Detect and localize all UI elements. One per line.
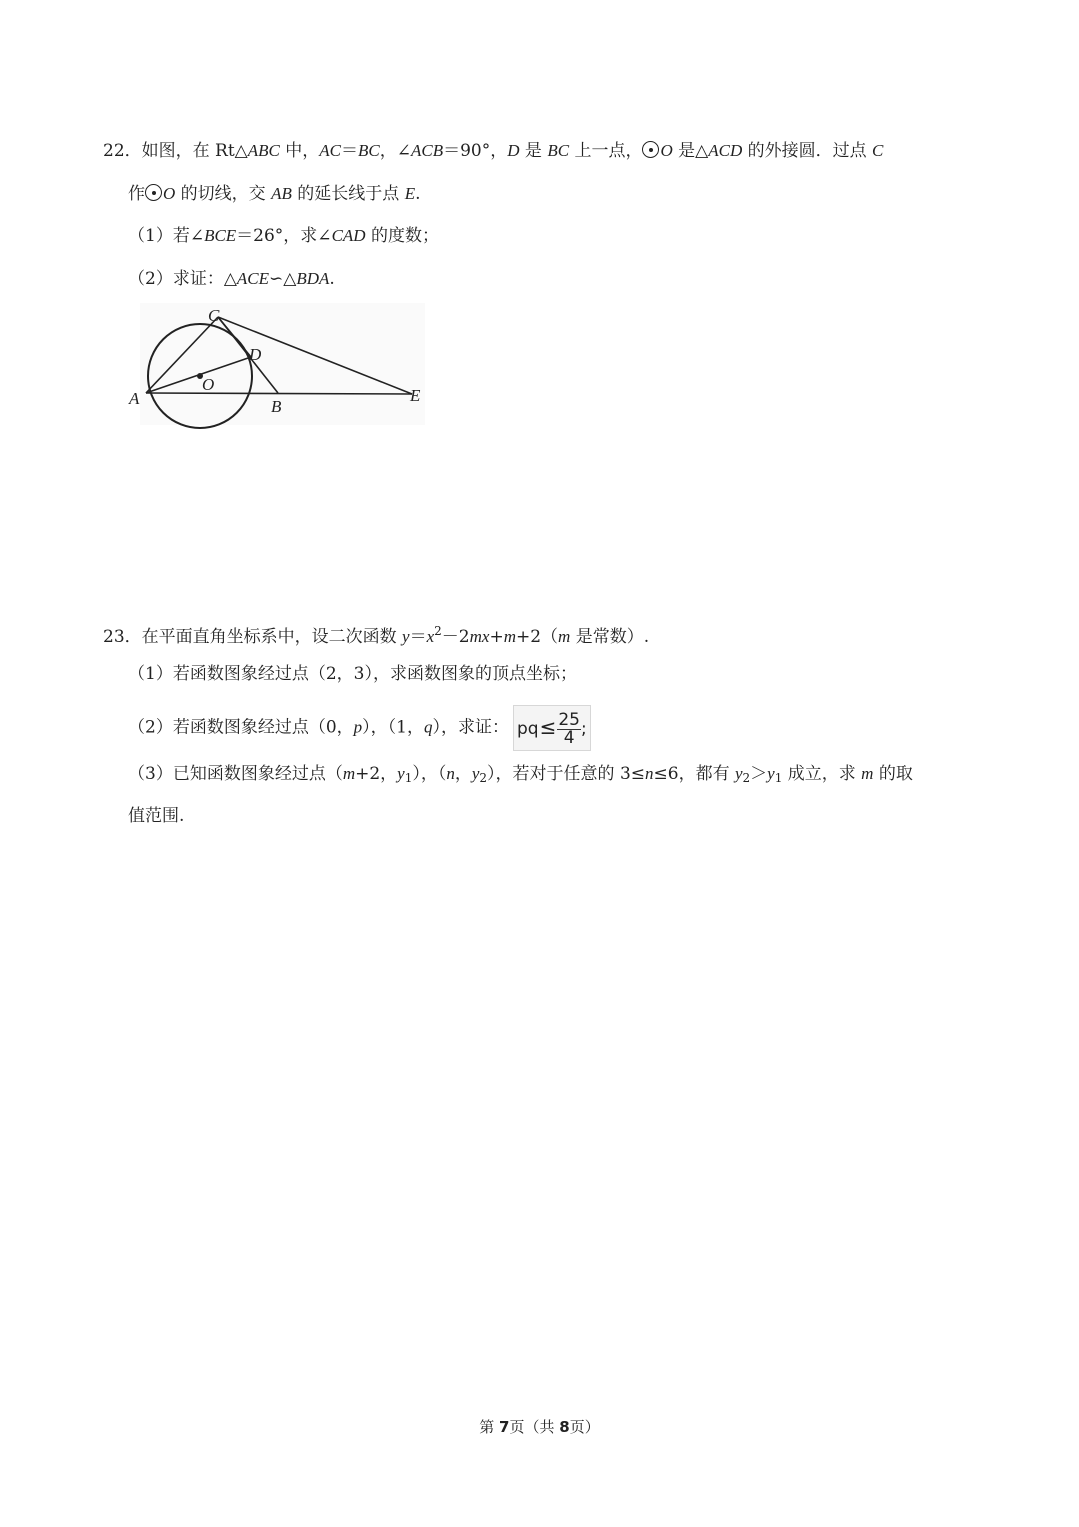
circle-dot-icon	[642, 141, 659, 158]
label-E: E	[410, 386, 421, 405]
q23-part1: （1）若函数图象经过点（2，3），求函数图象的顶点坐标；	[128, 664, 577, 684]
label-D: D	[249, 345, 262, 364]
q23-part3-line2: 值范围.	[128, 806, 185, 826]
circle-dot-icon	[145, 184, 162, 201]
label-A: A	[129, 389, 140, 408]
inequality-image: pq≤ $\frac{25}{4}$ ;	[513, 705, 591, 751]
geometry-figure	[120, 300, 440, 435]
label-O: O	[202, 375, 215, 394]
page-footer: 第 7页（共 8页）	[479, 1418, 600, 1436]
figure-background	[140, 303, 425, 425]
q23-part2: （2）若函数图象经过点（0，p），（1，q），求证： pq≤ $\frac{25}{4}$ ;	[128, 705, 591, 751]
fraction: $\frac{25}{4}$	[558, 709, 580, 748]
q23-line1: 23．在平面直角坐标系中，设二次函数 $y=x^2-2mx+m+2(m$ 是常数）.	[103, 624, 650, 647]
q22-part1: （1）若∠BCE＝26°，求∠CAD 的度数；	[128, 226, 439, 246]
q22-part2: （2）求证：△ACE∽△BDA.	[128, 269, 335, 289]
label-C: C	[208, 306, 220, 325]
segment-AE	[146, 393, 412, 394]
q23-part3: （3）已知函数图象经过点（m+2，$y_1$），（n，$y_2$），若对于任意的 3≤n≤6，都有 $y_2>y_1$ 成立，求 m 的取	[128, 764, 913, 785]
label-B: B	[271, 397, 282, 416]
q22-line1: 22．如图，在 Rt△ABC 中，AC＝BC，∠ACB＝90°，D 是 BC 上一点， O 是△ACD 的外接圆．过点 C	[103, 141, 884, 161]
q22-line2: 作 O 的切线，交 AB 的延长线于点 E.	[128, 184, 421, 204]
